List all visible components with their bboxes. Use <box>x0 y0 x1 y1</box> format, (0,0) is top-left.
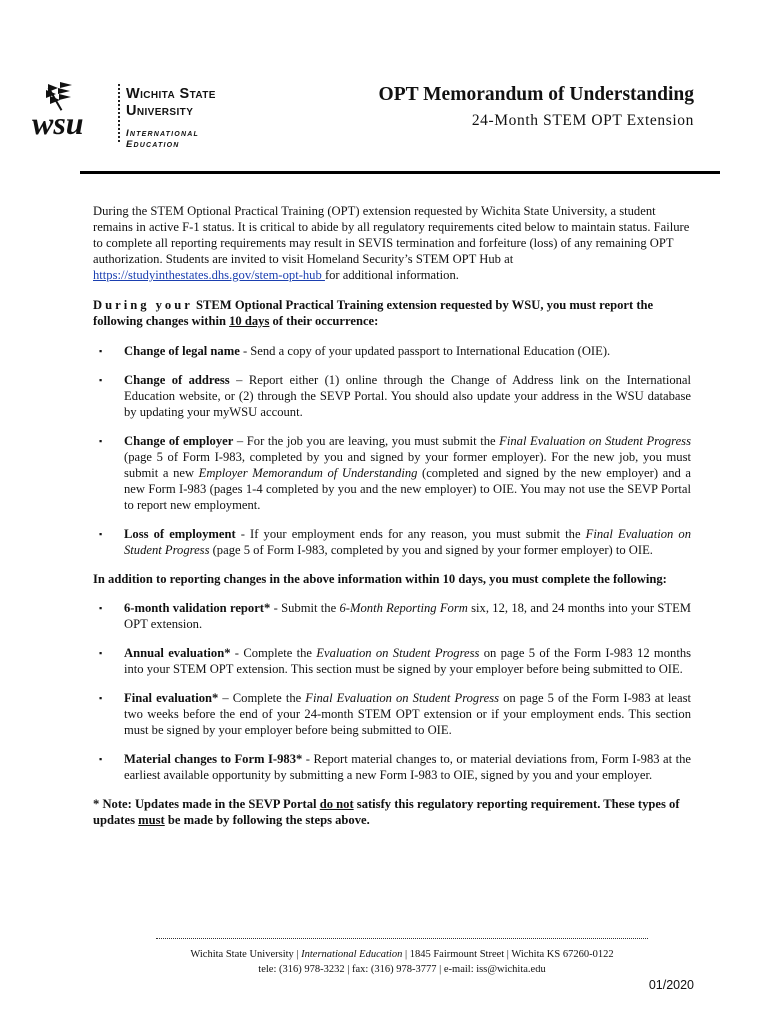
reporting-lead <box>93 297 691 329</box>
item-title: Final evaluation* <box>124 691 219 705</box>
list-item <box>124 526 691 558</box>
item-text: on page 5 of the Form I-983 12 months into your STEM OPT extension. This section must be signed by your employer before being submitted to OIE. <box>124 646 692 676</box>
item-italic: Employer Memorandum of Understanding <box>198 466 418 480</box>
logo-line-3: International Education <box>126 128 199 150</box>
item-italic: Final Evaluation on Student Progress <box>124 527 691 557</box>
document-body <box>93 203 691 828</box>
list-item <box>124 600 691 632</box>
list-item <box>124 751 691 783</box>
logo-divider <box>118 84 122 142</box>
list-item <box>124 645 691 677</box>
footer-text: Wichita State University | <box>190 949 302 960</box>
footer-contact: tele: (316) 978-3232 | fax: (316) 978-3777 | e-mail: iss@wichita.edu <box>258 964 546 975</box>
wheat-logo-icon <box>28 82 112 144</box>
logo-line-1: Wichita State <box>126 86 216 102</box>
stem-opt-hub-link[interactable]: https://studyinthestates.dhs.gov/stem-opt-hub <box>93 268 325 282</box>
list-item <box>124 433 691 513</box>
item-text: six, 12, 18, and 24 months into your STEM OPT extension. <box>124 601 691 631</box>
requirements-list <box>93 600 691 783</box>
item-italic: Final Evaluation on Student Progress <box>305 691 500 705</box>
intro-text: During the STEM Optional Practical Training (OPT) extension requested by Wichita State University, a student remains in active F-1 status. It is critical to abide by all regulatory requirements cited below to maintain status. Failure to complete all reporting requirements may result in SEVIS termination and forfeiture (loss) of any remaining OPT authorization. Students are invited to visit Homeland Security’s STEM OPT Hub at <box>93 204 690 266</box>
list-item <box>124 690 691 738</box>
wsu-logo <box>28 78 248 148</box>
note-underlined: must <box>138 813 165 827</box>
item-title: Change of legal name <box>124 344 240 358</box>
item-title: Annual evaluation* <box>124 646 231 660</box>
changes-list <box>93 343 691 558</box>
lead-spaced: During your <box>93 298 193 312</box>
logo-line-2: University <box>126 103 194 119</box>
item-title: Change of employer <box>124 434 234 448</box>
item-text: - If your employment ends for any reason, you must submit the <box>235 527 586 541</box>
item-italic: Evaluation on Student Progress <box>316 646 480 660</box>
note-text: satisfy this regulatory reporting requirement. These types of updates <box>93 797 680 827</box>
lead-end: of their occurrence: <box>269 314 379 328</box>
list-item <box>124 343 691 359</box>
item-text: on page 5 of the Form I-983 at least two weeks before the end of your 24-month STEM OPT extension or if your employment ends. This section must be signed by your employer before being submitted to OIE. <box>124 691 691 737</box>
additional-heading: In addition to reporting changes in the above information within 10 days, you must complete the following: <box>93 572 667 586</box>
footer-divider <box>156 938 648 939</box>
document-title-block <box>379 84 694 130</box>
item-text: (page 5 of Form I-983, completed by you and signed by your former employer). For the new job, you must submit a new <box>124 450 691 480</box>
footer-text: | 1845 Fairmount Street | Wichita KS 67260-0122 <box>402 949 614 960</box>
item-title: Material changes to Form I-983* <box>124 752 303 766</box>
item-text: - Send a copy of your updated passport to International Education (OIE). <box>239 344 611 358</box>
list-item <box>124 372 691 420</box>
footer <box>156 947 648 977</box>
lead-text: STEM Optional Practical Training extension requested by WSU, you must report the following changes within <box>93 298 654 328</box>
item-title: 6-month validation report* <box>124 601 271 615</box>
header-rule <box>80 171 720 174</box>
item-text: - Complete the <box>230 646 317 660</box>
portal-note <box>93 796 691 828</box>
item-text: – For the job you are leaving, you must submit the <box>233 434 500 448</box>
item-text: (page 5 of Form I-983, completed by you and signed by your former employer) to OIE. <box>209 543 653 557</box>
item-text: – Complete the <box>218 691 306 705</box>
note-underlined: do not <box>319 797 354 811</box>
intro-after-link: for additional information. <box>324 268 459 282</box>
revision-date: 01/2020 <box>648 978 694 992</box>
footer-italic: International Education <box>301 949 403 960</box>
item-text: - Report material changes to, or material deviations from, Form I-983 at the earliest available opportunity by submitting a new Form I-983 to OIE, signed by you and your employer. <box>124 752 691 782</box>
logo-mark-text: wsu <box>32 105 84 141</box>
logo-wordmark <box>126 86 248 150</box>
item-italic: Final Evaluation on Student Progress <box>499 434 691 448</box>
intro-paragraph <box>93 203 691 283</box>
item-italic: 6-Month Reporting Form <box>339 601 468 615</box>
note-text: * Note: Updates made in the SEVP Portal <box>93 797 320 811</box>
document-title: OPT Memorandum of Understanding <box>378 84 694 105</box>
footer-address <box>156 947 648 962</box>
item-text: – Report either (1) online through the Change of Address link on the International Education website, or (2) through the SEVP Portal. You should also update your address in the WSU database by updating your myWSU account. <box>124 373 691 419</box>
item-text: (completed and signed by the new employer) and a new Form I-983 (pages 1-4 completed by you and the new employer) to OIE. You may not use the SEVP Portal to report new employment. <box>124 466 691 512</box>
item-title: Loss of employment <box>124 527 236 541</box>
note-text: be made by following the steps above. <box>164 813 370 827</box>
document-subtitle: 24-Month STEM OPT Extension <box>471 112 694 129</box>
item-text: - Submit the <box>270 601 340 615</box>
lead-days: 10 days <box>229 314 270 328</box>
item-title: Change of address <box>124 373 230 387</box>
